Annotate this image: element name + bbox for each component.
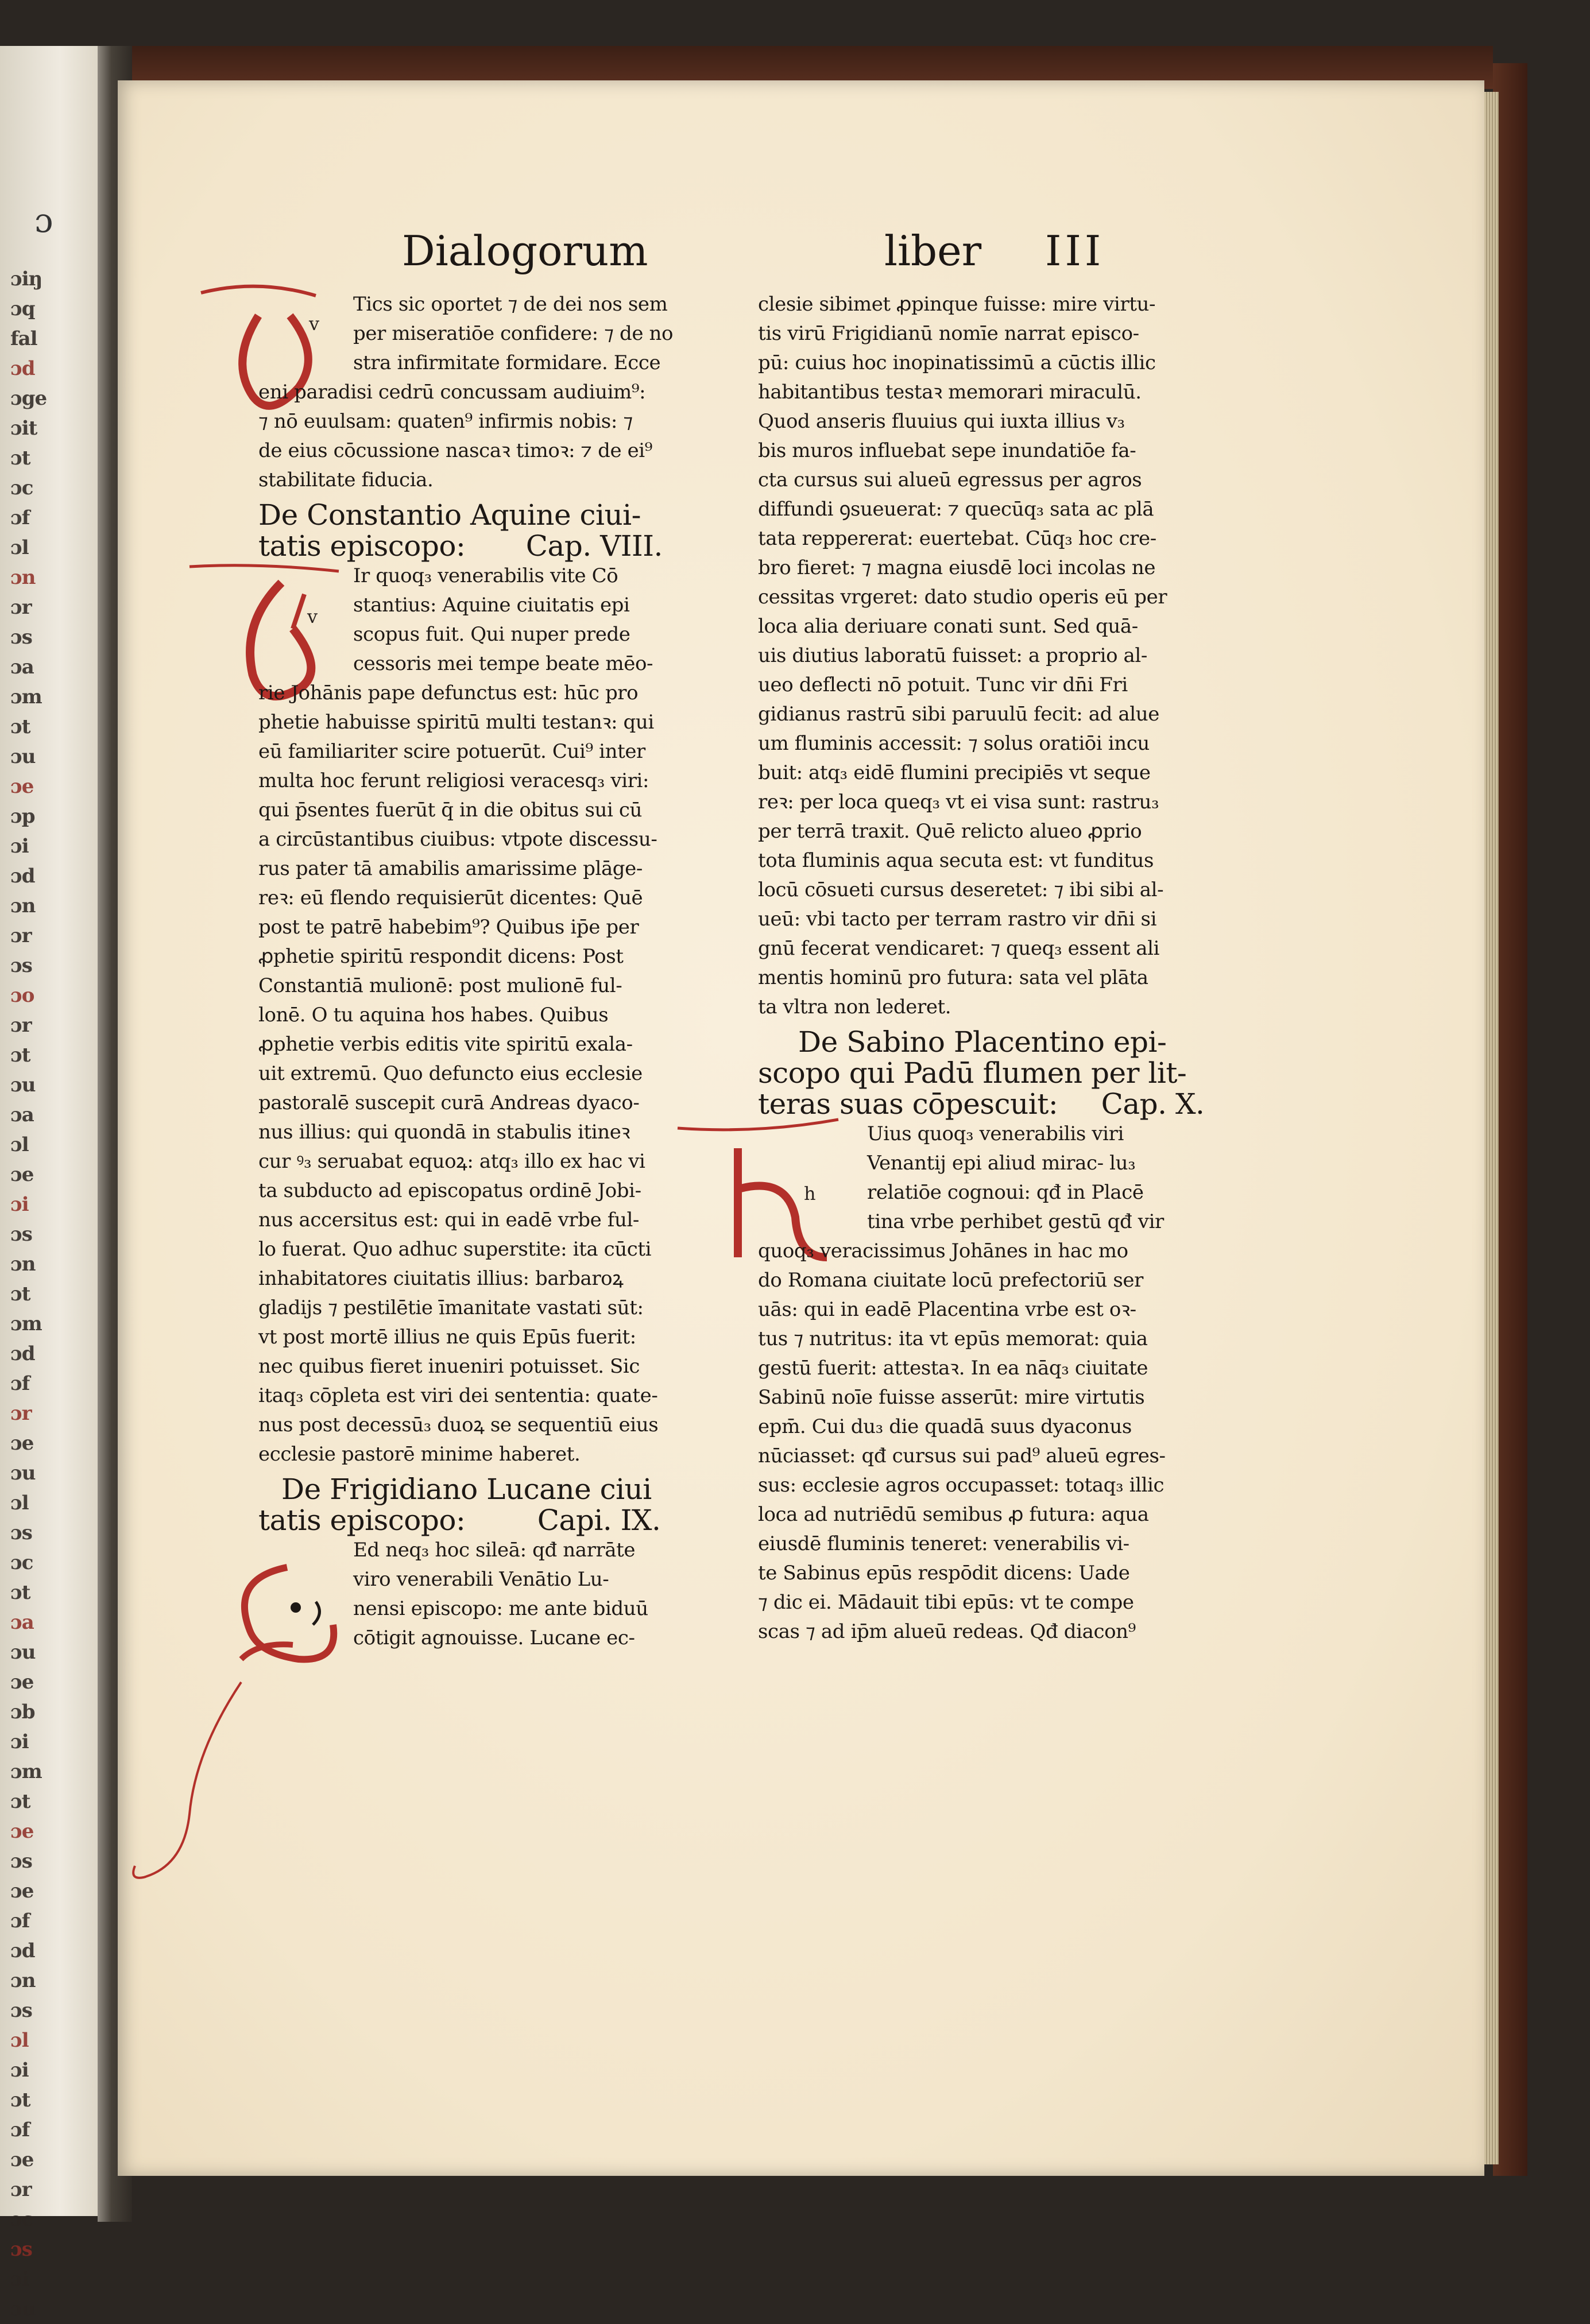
previous-page-fragment: ɔc bbox=[10, 2208, 33, 2231]
text-line: gladijs ⁊ pestilētie īmanitate vastati sūt: bbox=[258, 1296, 644, 1319]
previous-page-fragment: ɔs bbox=[10, 2238, 32, 2261]
text-line: eiusdē fluminis teneret: venerabilis vi- bbox=[758, 1532, 1129, 1555]
previous-page-fragment: ɔa bbox=[10, 1103, 34, 1126]
previous-page-fragment: ɔm bbox=[10, 1312, 42, 1335]
text-line: nus accersitus est: qui in eadē vrbe ful- bbox=[258, 1209, 640, 1231]
text-line: gnū fecerat vendicaret: ⁊ queq₃ essent ali bbox=[758, 937, 1160, 960]
text-line: Venantij epi aliud mirac- lu₃ bbox=[867, 1152, 1136, 1175]
previous-page-fragment: ɔs bbox=[10, 1999, 32, 2022]
previous-page-fragment: ɔf bbox=[10, 2118, 30, 2141]
text-line: cta cursus sui alueū egressus per agros bbox=[758, 468, 1142, 491]
chapter-viii-body bbox=[258, 561, 735, 1469]
text-line: uās: qui in eadē Placentina vrbe est oꝛ- bbox=[758, 1298, 1136, 1321]
previous-page-fragment: ɔi bbox=[10, 835, 29, 858]
previous-page-fragment: ɔr bbox=[10, 596, 32, 619]
left-column bbox=[258, 290, 735, 1653]
previous-page-fragment: ɔf bbox=[10, 1909, 30, 1932]
previous-page-fragment: ɔm bbox=[10, 685, 42, 708]
text-line: Ir quoq₃ venerabilis vite Cō bbox=[353, 564, 618, 587]
running-head-title: Dialogorum bbox=[402, 227, 648, 275]
text-line: Quod anseris fluuius qui iuxta illius v₃ bbox=[758, 410, 1125, 433]
text-line: Uius quoq₃ venerabilis viri bbox=[867, 1122, 1124, 1145]
chapter-x-body bbox=[758, 1120, 1235, 1647]
text-line: nus illius: qui quondā in stabulis itineꝛ bbox=[258, 1121, 630, 1144]
text-line: epm̄. Cui du₃ die quadā suus dyaconus bbox=[758, 1415, 1132, 1438]
chapter-ix-body bbox=[258, 1536, 735, 1653]
previous-page-fragment: ɔq bbox=[10, 297, 35, 320]
previous-page-fragment: ɔc bbox=[10, 1551, 33, 1574]
previous-page-fragment: ɔu bbox=[10, 2298, 36, 2321]
previous-page-fragment: ɔf bbox=[10, 1372, 30, 1395]
text-line: stra infirmitate formidare. Ecce bbox=[353, 351, 661, 374]
text-line: locū cōsueti cursus deseretet: ⁊ ibi sibi al- bbox=[758, 878, 1164, 901]
chapter-x-heading-line-3 bbox=[758, 1089, 1235, 1120]
text-line: tis virū Frigidianū nomīe narrat episco- bbox=[758, 322, 1139, 345]
chapter-x-heading-line-1: De Sabino Placentino epi- bbox=[798, 1025, 1167, 1059]
text-line: quoq₃ veracissimus Johānes in hac mo bbox=[758, 1240, 1128, 1262]
previous-page-fragment: ɔe bbox=[10, 1880, 34, 1903]
previous-page-fragment: ɔn bbox=[10, 566, 36, 589]
text-line: stabilitate fiducia. bbox=[258, 468, 434, 491]
text-line: habitantibus testaꝛ memorari miraculū. bbox=[758, 381, 1142, 404]
text-line: pū: cuius hoc inopinatissimū a cūctis illic bbox=[758, 351, 1156, 374]
text-line: reꝛ: per loca queq₃ vt ei visa sunt: rastru₃ bbox=[758, 791, 1159, 814]
previous-page-fragment: ɔit bbox=[10, 417, 37, 440]
previous-page-fragment: ɔb bbox=[10, 1701, 35, 1723]
previous-page-fragment: ɔl bbox=[10, 1133, 29, 1156]
text-line: bro fieret: ⁊ magna eiusdē loci incolas ne bbox=[758, 556, 1156, 579]
text-line: do Romana ciuitate locū prefectoriū ser bbox=[758, 1269, 1143, 1292]
chapter-viii-heading-line: De Constantio Aquine ciui- bbox=[258, 498, 641, 532]
chapter-viii-number: Cap. VIII. bbox=[525, 529, 663, 563]
previous-page-fragment: ɔl bbox=[10, 536, 29, 559]
text-line: buit: atq₃ eidē flumini precipiēs vt seque bbox=[758, 761, 1151, 784]
text-line: scopus fuit. Qui nuper prede bbox=[353, 623, 630, 646]
text-line: eni paradisi cedrū concussam audiuim⁹: bbox=[258, 381, 646, 404]
previous-page-fragment: ɔt bbox=[10, 2089, 30, 2112]
text-line: tota fluminis aqua secuta est: vt funditus bbox=[758, 849, 1154, 872]
previous-page-fragment: ɔs bbox=[10, 626, 32, 649]
previous-page-fragment: ɔs bbox=[10, 954, 32, 977]
previous-page-fragment: ɔe bbox=[10, 1163, 34, 1186]
guide-letter-v-top: v bbox=[309, 313, 320, 335]
text-line: viro venerabili Venātio Lu- bbox=[353, 1568, 609, 1591]
previous-page-fragment: ɔi bbox=[10, 2059, 29, 2082]
previous-page-fragment: ɔl bbox=[10, 2029, 29, 2052]
previous-page-fragment: ɔd bbox=[10, 357, 35, 380]
text-line: cessitas vrgeret: dato studio operis eū per bbox=[758, 586, 1167, 609]
previous-page-fragment: ɔge bbox=[10, 387, 47, 410]
chapter-ix-heading-line: De Frigidiano Lucane ciui bbox=[281, 1473, 652, 1506]
text-line: um fluminis accessit: ⁊ solus oratiōi incu bbox=[758, 732, 1150, 755]
text-line: sus: ecclesie agros occupasset: totaq₃ illic bbox=[758, 1474, 1165, 1497]
previous-page-fragment: ɔt bbox=[10, 447, 30, 470]
text-line: rie Johānis pape defunctus est: hūc pro bbox=[258, 681, 639, 704]
previous-page-fragment: ɔr bbox=[10, 1014, 32, 1037]
text-line: nec quibus fieret inueniri potuisset. Sic bbox=[258, 1355, 640, 1378]
text-line: cur ꝰ₃ seruabat equoꝝ: atq₃ illo ex hac vi bbox=[258, 1150, 645, 1173]
running-head-book-number: III bbox=[1045, 227, 1105, 275]
previous-page-fragment: ɔd bbox=[10, 1939, 35, 1962]
previous-page-fragment: ɔr bbox=[10, 1402, 32, 1425]
text-line: clesie sibimet ꝓpinque fuisse: mire virtu- bbox=[758, 293, 1156, 316]
chapter-ix-continuation bbox=[758, 290, 1235, 1022]
previous-page-fragment: ɔi bbox=[10, 1193, 29, 1216]
previous-page-fragment: ɔp bbox=[10, 805, 35, 828]
previous-page-fragment: ɔs bbox=[10, 1521, 32, 1544]
text-line: per miseratiōe confidere: ⁊ de no bbox=[353, 322, 674, 345]
text-line: Constantiā mulionē: post mulionē ful- bbox=[258, 974, 622, 997]
previous-page-fragment: ɔe bbox=[10, 775, 34, 798]
chapter-ix-heading-text: tatis episcopo: bbox=[258, 1504, 466, 1537]
text-line: nūciasset: qđ cursus sui pad⁹ alueū egres- bbox=[758, 1444, 1166, 1467]
text-line: te Sabinus epūs respōdit dicens: Uade bbox=[758, 1562, 1130, 1585]
text-line: ꝓphetie verbis editis vite spiritū exala- bbox=[258, 1033, 633, 1056]
text-line: Tics sic oportet ⁊ de dei nos sem bbox=[353, 293, 668, 316]
text-line: itaq₃ cōpleta est viri dei sententia: quate- bbox=[258, 1384, 658, 1407]
text-line: lonē. O tu aquina hos habes. Quibus bbox=[258, 1004, 609, 1027]
text-line: post te patrē habebim⁹? Quibus ip̄e per bbox=[258, 916, 639, 939]
right-column bbox=[758, 290, 1235, 1647]
guide-letter-h: h bbox=[804, 1183, 816, 1204]
text-line: cessoris mei tempe beate mēo- bbox=[353, 652, 653, 675]
text-line: gestū fuerit: attestaꝛ. In ea nāq₃ ciuitate bbox=[758, 1357, 1148, 1380]
text-line: loca alia deriuare conati sunt. Sed quā- bbox=[758, 615, 1138, 638]
text-line: Sabinū noīe fuisse asserūt: mire virtutis bbox=[758, 1386, 1145, 1409]
text-line: ⁊ nō euulsam: quaten⁹ infirmis nobis: ⁊ bbox=[258, 410, 633, 433]
text-line: rus pater tā amabilis amarissime plāge- bbox=[258, 857, 643, 880]
chapter-ix-heading-line-2 bbox=[258, 1505, 735, 1536]
text-line: per terrā traxit. Quē relicto alueo ꝓprio bbox=[758, 820, 1142, 843]
text-line: uit extremū. Quo defuncto eius ecclesie bbox=[258, 1062, 643, 1085]
previous-page-fragment: ɔn bbox=[10, 1253, 36, 1276]
previous-page-fragment: ɔr bbox=[10, 2178, 32, 2201]
text-line: vt post mortē illius ne quis Epūs fuerit: bbox=[258, 1326, 636, 1349]
text-line: lo fuerat. Quo adhuc superstite: ita cūcti bbox=[258, 1238, 652, 1261]
text-line: a circūstantibus ciuibus: vtpote discessu- bbox=[258, 828, 657, 851]
text-line: tina vrbe perhibet gestū qđ vir bbox=[867, 1210, 1164, 1233]
previous-page-fragment: ɔs bbox=[10, 1850, 32, 1873]
text-line: scas ⁊ ad ip̄m alueū redeas. Qđ diacon⁹ bbox=[758, 1620, 1136, 1643]
text-line: inhabitatores ciuitatis illius: barbaroꝝ bbox=[258, 1267, 624, 1290]
text-line: nus post decessū₃ duoꝝ se sequentiū eius bbox=[258, 1413, 659, 1436]
previous-page-fragment: ɔr bbox=[10, 924, 32, 947]
previous-page-fragment: ɔe bbox=[10, 2148, 34, 2171]
previous-page-fragment: ɔt bbox=[10, 1044, 30, 1067]
text-line: eū familiariter scire potuerūt. Cui⁹ inter bbox=[258, 740, 645, 763]
previous-page-fragment: ɔm bbox=[10, 1760, 42, 1783]
text-line: mentis hominū pro futura: sata vel plāta bbox=[758, 966, 1148, 989]
text-line: bis muros influebat sepe inundatiōe fa- bbox=[758, 439, 1136, 462]
text-line: uis diutius laboratū fuisset: a proprio al- bbox=[758, 644, 1147, 667]
text-line: de eius cōcussione nascaꝛ timoꝛ: ⁊ de ei⁹ bbox=[258, 439, 653, 462]
text-line: relatiōe cognoui: qđ in Placē bbox=[867, 1181, 1144, 1204]
text-line: cōtigit agnouisse. Lucane ec- bbox=[353, 1626, 635, 1649]
previous-page-fragment: ɔu bbox=[10, 1641, 36, 1664]
previous-page-fragment: ɔt bbox=[10, 1581, 30, 1604]
text-line: Ed neq₃ hoc sileā: qđ narrāte bbox=[353, 1539, 636, 1562]
previous-page-fragment: ɔt bbox=[10, 1790, 30, 1813]
previous-page-fragment: ɔi bbox=[10, 1730, 29, 1753]
previous-page-fragment: ɔf bbox=[10, 506, 30, 529]
text-line: tata reppererat: euertebat. Cūq₃ hoc cre- bbox=[758, 527, 1156, 550]
previous-page-fragment: ɔd bbox=[10, 865, 35, 888]
previous-page-fragment: ɔiŋ bbox=[10, 268, 42, 290]
previous-page-fragment: fal bbox=[10, 327, 37, 350]
text-line: diffundi ꝯsueuerat: ⁊ quecūq₃ sata ac plā bbox=[758, 498, 1154, 521]
text-line: pastoralē suscepit curā Andreas dyaco- bbox=[258, 1091, 640, 1114]
chapter-ix-number: Capi. IX. bbox=[537, 1504, 661, 1537]
previous-page-fragment: ɔu bbox=[10, 1462, 36, 1485]
text-line: ꝓphetie spiritū respondit dicens: Post bbox=[258, 945, 624, 968]
previous-page-fragment: ɔu bbox=[10, 745, 36, 768]
text-line: ueo deflecti nō potuit. Tunc vir dn̄i Fri bbox=[758, 673, 1128, 696]
previous-page-fragment: ɔt bbox=[10, 715, 30, 738]
previous-page-edge bbox=[0, 46, 109, 2321]
previous-page-fragment: ɔd bbox=[10, 1342, 35, 1365]
previous-page-fragment: ɔe bbox=[10, 1820, 34, 1843]
chapter-x-heading-text: teras suas cōpescuit: bbox=[758, 1087, 1058, 1121]
previous-page-fragment: ɔe bbox=[10, 1432, 34, 1455]
previous-page-fragment: ɔn bbox=[10, 1969, 36, 1992]
previous-page-header-fragment: ɔ bbox=[34, 201, 53, 240]
text-line: qui p̄sentes fuerūt q̄ in die obitus sui cū bbox=[258, 799, 643, 822]
previous-page-fragment: ɔo bbox=[10, 984, 34, 1007]
opening-paragraph bbox=[258, 290, 735, 495]
chapter-viii-heading-line-2 bbox=[258, 530, 735, 561]
previous-page-fragment: ɔn bbox=[10, 894, 36, 917]
previous-page-fragment: ɔe bbox=[10, 1671, 34, 1694]
text-line: ueū: vbi tacto per terram rastro vir dn̄i si bbox=[758, 908, 1157, 931]
text-line: reꝛ: eū flendo requisierūt dicentes: Quē bbox=[258, 886, 643, 909]
previous-page-fragment: ɔa bbox=[10, 656, 34, 679]
text-line: gidianus rastrū sibi paruulū fecit: ad alue bbox=[758, 703, 1159, 726]
text-line: multa hoc ferunt religiosi veracesq₃ viri: bbox=[258, 769, 649, 792]
text-line: ta subducto ad episcopatus ordinē Jobi- bbox=[258, 1179, 641, 1202]
previous-page-fragment: ɔi bbox=[10, 2268, 29, 2291]
text-line: loca ad nutriēdū semibus ꝓ futura: aqua bbox=[758, 1503, 1149, 1526]
previous-page-fragment: ɔu bbox=[10, 1074, 36, 1097]
text-line: phetie habuisse spiritū multi testanꝛ: qui bbox=[258, 711, 654, 734]
running-head-liber: liber bbox=[884, 227, 982, 275]
text-line: stantius: Aquine ciuitatis epi bbox=[353, 594, 630, 617]
text-line: ecclesie pastorē minime haberet. bbox=[258, 1443, 581, 1466]
chapter-x-heading-line-2: scopo qui Padū flumen per lit- bbox=[758, 1056, 1187, 1090]
guide-letter-v-middle: v bbox=[307, 606, 318, 628]
chapter-x-number: Cap. X. bbox=[1101, 1087, 1205, 1121]
previous-page-fragment: ɔs bbox=[10, 1223, 32, 1246]
text-line: tus ⁊ nutritus: ita vt epūs memorat: quia bbox=[758, 1327, 1148, 1350]
text-line: ta vltra non lederet. bbox=[758, 996, 951, 1018]
previous-page-text-fragments bbox=[10, 264, 96, 2324]
previous-page-fragment: ɔl bbox=[10, 1492, 29, 1515]
previous-page-fragment: ɔa bbox=[10, 1611, 34, 1634]
text-line: ⁊ dic ei. Mādauit tibi epūs: vt te compe bbox=[758, 1591, 1134, 1614]
text-line: nensi episcopo: me ante biduū bbox=[353, 1597, 648, 1620]
chapter-viii-heading-text: tatis episcopo: bbox=[258, 529, 466, 563]
previous-page-fragment: ɔc bbox=[10, 477, 33, 499]
previous-page-fragment: ɔt bbox=[10, 1283, 30, 1306]
